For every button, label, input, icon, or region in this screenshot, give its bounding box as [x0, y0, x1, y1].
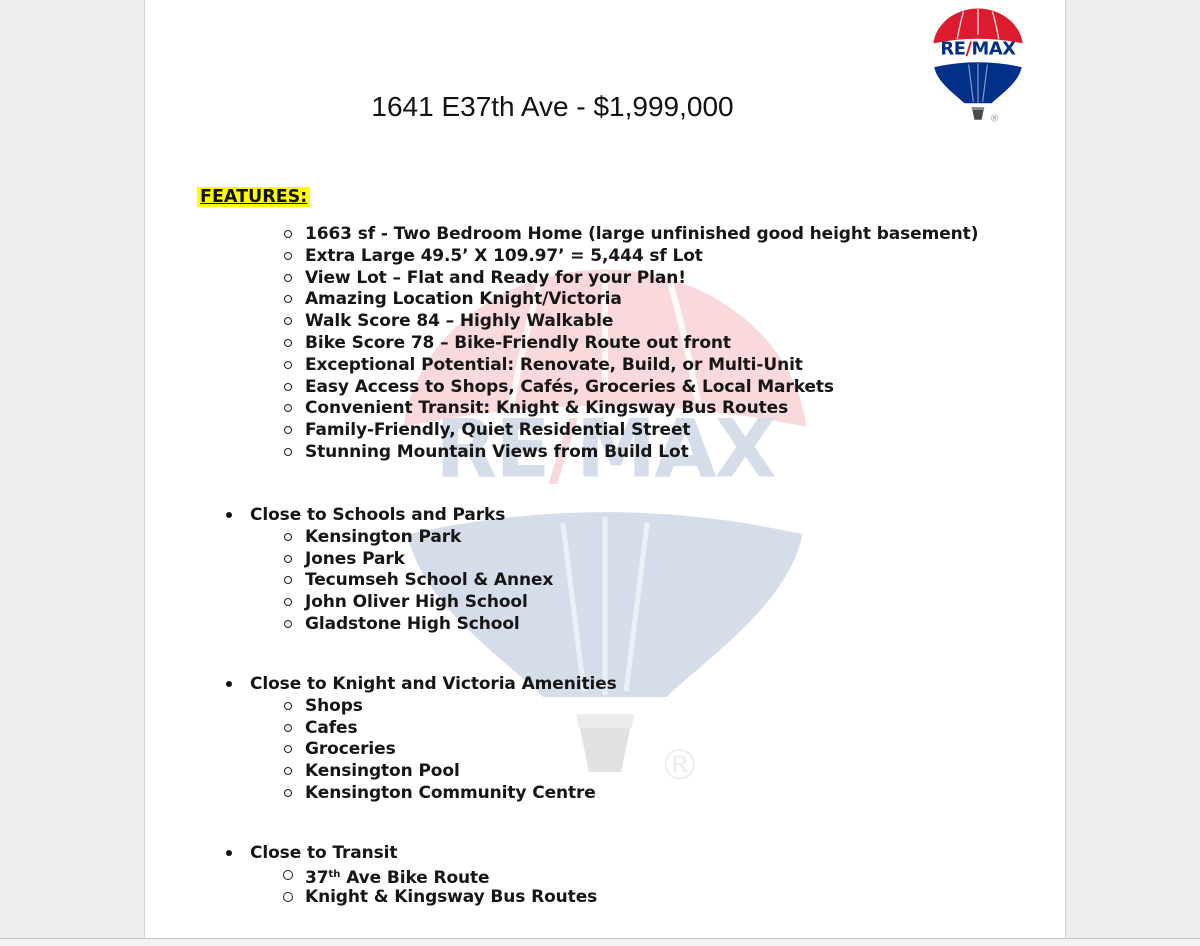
list-item: Cafes [145, 717, 1065, 739]
circle-bullet-icon [284, 724, 292, 732]
circle-bullet-icon [284, 252, 292, 260]
features-heading: FEATURES: [197, 187, 310, 207]
circle-bullet-icon [284, 404, 292, 412]
circle-bullet-icon [284, 426, 292, 434]
circle-bullet-icon [283, 870, 293, 880]
list-item: Kensington Pool [145, 760, 1065, 782]
circle-bullet-icon [284, 767, 292, 775]
section-schools-parks [145, 504, 1065, 635]
circle-bullet-icon [284, 448, 292, 456]
circle-bullet-icon [284, 317, 292, 325]
remax-balloon-logo [927, 6, 1029, 130]
list-item [145, 864, 1065, 886]
circle-bullet-icon [284, 745, 292, 753]
circle-bullet-icon [284, 274, 292, 282]
list-item: Jones Park [145, 548, 1065, 570]
features-heading-row [197, 185, 310, 209]
feature-item: Exceptional Potential: Renovate, Build, or Multi-Unit [145, 354, 1065, 376]
feature-item: Walk Score 84 – Highly Walkable [145, 310, 1065, 332]
section-heading-row: Close to Knight and Victoria Amenities [145, 673, 1065, 695]
circle-bullet-icon [284, 576, 292, 584]
list-item: Kensington Park [145, 526, 1065, 548]
document-page [144, 0, 1066, 938]
feature-item: Convenient Transit: Knight & Kingsway Bus Routes [145, 397, 1065, 419]
circle-bullet-icon [283, 892, 293, 902]
feature-item: View Lot – Flat and Ready for your Plan! [145, 267, 1065, 289]
circle-bullet-icon [284, 361, 292, 369]
section-knight-victoria-amenities [145, 673, 1065, 804]
feature-item: Bike Score 78 – Bike-Friendly Route out front [145, 332, 1065, 354]
circle-bullet-icon [284, 620, 292, 628]
ordinal-suffix: th [328, 868, 341, 880]
circle-bullet-icon [284, 383, 292, 391]
list-item: John Oliver High School [145, 591, 1065, 613]
circle-bullet-icon [284, 555, 292, 563]
section-heading-row: Close to Schools and Parks [145, 504, 1065, 526]
circle-bullet-icon [284, 295, 292, 303]
street-name: Ave Bike Route [340, 867, 490, 888]
feature-item: Stunning Mountain Views from Build Lot [145, 441, 1065, 463]
dot-bullet-icon [226, 512, 232, 518]
circle-bullet-icon [284, 230, 292, 238]
feature-item: Family-Friendly, Quiet Residential Street [145, 419, 1065, 441]
circle-bullet-icon [284, 702, 292, 710]
circle-bullet-icon [284, 598, 292, 606]
dot-bullet-icon [226, 850, 232, 856]
list-item: Tecumseh School & Annex [145, 569, 1065, 591]
features-list [145, 223, 1065, 463]
feature-item: 1663 sf - Two Bedroom Home (large unfinished good height basement) [145, 223, 1065, 245]
list-item: Shops [145, 695, 1065, 717]
list-item: Kensington Community Centre [145, 782, 1065, 804]
feature-item: Amazing Location Knight/Victoria [145, 288, 1065, 310]
dot-bullet-icon [226, 681, 232, 687]
circle-bullet-icon [284, 339, 292, 347]
section-transit [145, 842, 1065, 907]
list-item: Groceries [145, 738, 1065, 760]
feature-item: Extra Large 49.5’ X 109.97’ = 5,444 sf Lot [145, 245, 1065, 267]
page-title: 1641 E37th Ave - $1,999,000 [371, 91, 734, 122]
section-heading-row: Close to Transit [145, 842, 1065, 864]
street-number: 37 [305, 867, 329, 888]
circle-bullet-icon [284, 789, 292, 797]
circle-bullet-icon [284, 533, 292, 541]
list-item: Knight & Kingsway Bus Routes [145, 886, 1065, 908]
list-item: Gladstone High School [145, 613, 1065, 635]
feature-item: Easy Access to Shops, Cafés, Groceries & Local Markets [145, 376, 1065, 398]
